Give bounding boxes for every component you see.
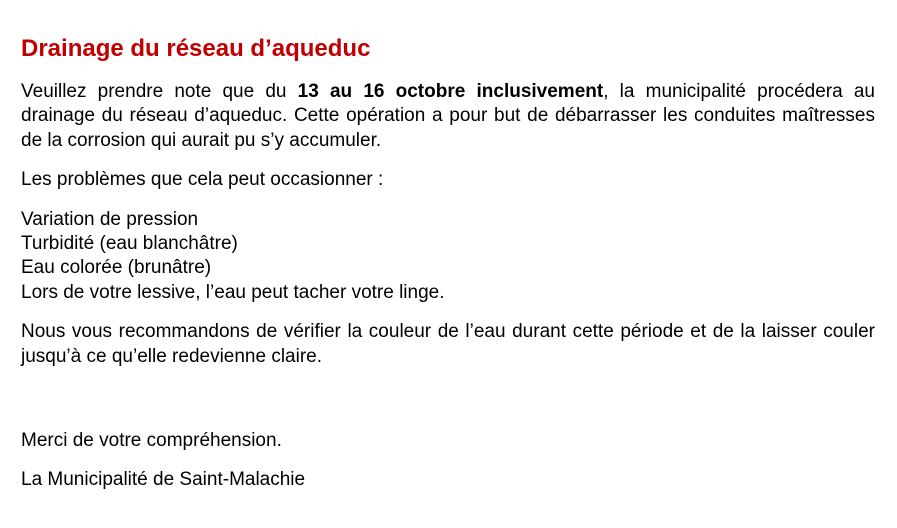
notice-title: Drainage du réseau d’aqueduc (21, 35, 371, 62)
blank-spacer (21, 384, 875, 429)
date-range-bold: 13 au 16 octobre inclusivement (297, 81, 604, 102)
problems-list (21, 208, 875, 306)
problem-item: Variation de pression (21, 208, 199, 230)
thanks-line: Merci de votre compréhension. (21, 430, 282, 452)
problem-item: Lors de votre lessive, l’eau peut tacher votre linge. (21, 281, 445, 303)
notice-document (21, 34, 875, 508)
signature-line: La Municipalité de Saint-Malachie (21, 469, 306, 491)
problems-heading: Les problèmes que cela peut occasionner : (21, 169, 384, 191)
intro-text-before: Veuillez prendre note que du (21, 81, 298, 102)
intro-paragraph (21, 80, 875, 153)
intro-text-after: , la municipalité procédera au drainage du réseau d’aqueduc. Cette opération a pour but de débarrasser les conduites maîtresses de la corrosion qui aurait pu s’y accumuler. (21, 81, 875, 151)
recommendation-paragraph: Nous vous recommandons de vérifier la couleur de l’eau durant cette période et de la laisser couler jusqu’à ce qu’elle redevienne claire. (21, 321, 875, 367)
problem-item: Eau colorée (brunâtre) (21, 257, 212, 279)
problem-item: Turbidité (eau blanchâtre) (21, 233, 238, 255)
